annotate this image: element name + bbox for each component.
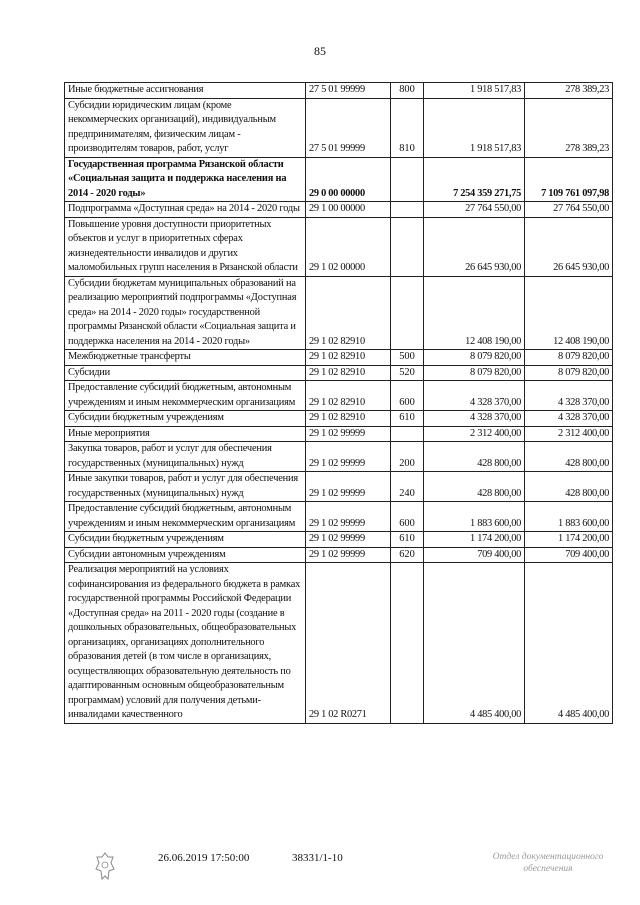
table-row — [65, 365, 613, 381]
row-amount-2: 4 485 400,00 — [525, 563, 613, 724]
row-code: 29 1 02 99999 — [306, 532, 391, 548]
table-row — [65, 276, 613, 350]
row-code: 29 1 02 99999 — [306, 426, 391, 442]
row-expense-type: 610 — [391, 411, 424, 427]
row-amount-2: 8 079 820,00 — [525, 350, 613, 366]
row-amount-2: 278 389,23 — [525, 98, 613, 157]
table-row — [65, 426, 613, 442]
row-name: Иные мероприятия — [65, 426, 306, 442]
table-row — [65, 547, 613, 563]
row-expense-type: 200 — [391, 442, 424, 472]
department-stamp: Отдел документационного обеспечения — [492, 852, 604, 874]
coat-of-arms-icon — [94, 851, 116, 883]
row-expense-type: 520 — [391, 365, 424, 381]
row-expense-type: 610 — [391, 532, 424, 548]
row-name: Субсидии бюджетам муниципальных образований на реализацию мероприятий подпрограммы «Доступная среда» на 2014 - 2020 годы» государственной программы Рязанской области «Социальная защита и поддержка населения на 2014 - 2020 годы» — [65, 276, 306, 350]
row-expense-type: 800 — [391, 83, 424, 99]
row-amount-1: 12 408 190,00 — [424, 276, 525, 350]
row-amount-2: 2 312 400,00 — [525, 426, 613, 442]
row-expense-type: 600 — [391, 381, 424, 411]
row-name: Предоставление субсидий бюджетным, автономным учреждениям и иным некоммерческим организациям — [65, 381, 306, 411]
row-expense-type — [391, 426, 424, 442]
row-expense-type — [391, 563, 424, 724]
row-name: Субсидии юридическим лицам (кроме некоммерческих организаций), индивидуальным предпринимателям, физическим лицам - производителям товаров, работ, услуг — [65, 98, 306, 157]
row-amount-1: 2 312 400,00 — [424, 426, 525, 442]
row-name: Иные закупки товаров, работ и услуг для обеспечения государственных (муниципальных) нужд — [65, 472, 306, 502]
row-expense-type: 620 — [391, 547, 424, 563]
row-amount-1: 27 764 550,00 — [424, 202, 525, 218]
row-name: Субсидии автономным учреждениям — [65, 547, 306, 563]
row-code: 29 1 02 82910 — [306, 411, 391, 427]
row-amount-2: 27 764 550,00 — [525, 202, 613, 218]
row-name: Подпрограмма «Доступная среда» на 2014 - 2020 годы — [65, 202, 306, 218]
row-code: 29 1 02 99999 — [306, 472, 391, 502]
row-amount-2: 428 800,00 — [525, 472, 613, 502]
row-code: 27 5 01 99999 — [306, 83, 391, 99]
row-code: 29 1 02 82910 — [306, 381, 391, 411]
row-name: Закупка товаров, работ и услуг для обеспечения государственных (муниципальных) нужд — [65, 442, 306, 472]
table-row — [65, 202, 613, 218]
page-number: 85 — [314, 44, 326, 58]
row-amount-2: 8 079 820,00 — [525, 365, 613, 381]
budget-table-body — [65, 83, 613, 724]
row-amount-1: 7 254 359 271,75 — [424, 157, 525, 202]
row-expense-type: 600 — [391, 502, 424, 532]
row-expense-type — [391, 217, 424, 276]
row-expense-type: 810 — [391, 98, 424, 157]
row-amount-2: 12 408 190,00 — [525, 276, 613, 350]
footer-datetime: 26.06.2019 17:50:00 — [158, 852, 250, 864]
row-amount-2: 7 109 761 097,98 — [525, 157, 613, 202]
row-amount-1: 428 800,00 — [424, 442, 525, 472]
row-amount-1: 8 079 820,00 — [424, 365, 525, 381]
row-code: 29 1 02 R0271 — [306, 563, 391, 724]
table-row — [65, 563, 613, 724]
row-code: 29 1 02 99999 — [306, 502, 391, 532]
row-amount-1: 4 328 370,00 — [424, 411, 525, 427]
row-amount-1: 1 883 600,00 — [424, 502, 525, 532]
table-row — [65, 83, 613, 99]
budget-table — [64, 82, 613, 724]
row-code: 29 1 02 99999 — [306, 547, 391, 563]
row-amount-2: 428 800,00 — [525, 442, 613, 472]
table-row — [65, 472, 613, 502]
row-amount-2: 709 400,00 — [525, 547, 613, 563]
row-amount-1: 709 400,00 — [424, 547, 525, 563]
footer-document-id: 38331/1-10 — [292, 852, 343, 864]
row-amount-1: 1 918 517,83 — [424, 83, 525, 99]
row-code: 29 1 02 82910 — [306, 365, 391, 381]
row-expense-type: 240 — [391, 472, 424, 502]
table-row — [65, 442, 613, 472]
row-code: 29 1 02 82910 — [306, 350, 391, 366]
row-amount-1: 8 079 820,00 — [424, 350, 525, 366]
row-amount-2: 278 389,23 — [525, 83, 613, 99]
row-code: 29 1 02 99999 — [306, 442, 391, 472]
row-name: Субсидии бюджетным учреждениям — [65, 411, 306, 427]
row-expense-type: 500 — [391, 350, 424, 366]
table-row — [65, 411, 613, 427]
row-amount-2: 4 328 370,00 — [525, 411, 613, 427]
row-amount-2: 26 645 930,00 — [525, 217, 613, 276]
row-amount-2: 4 328 370,00 — [525, 381, 613, 411]
table-row — [65, 502, 613, 532]
table-row — [65, 350, 613, 366]
table-row — [65, 98, 613, 157]
row-name: Государственная программа Рязанской области «Социальная защита и поддержка населения на 2014 - 2020 годы» — [65, 157, 306, 202]
row-name: Иные бюджетные ассигнования — [65, 83, 306, 99]
row-name: Субсидии — [65, 365, 306, 381]
row-code: 29 1 02 00000 — [306, 217, 391, 276]
table-row — [65, 532, 613, 548]
row-name: Субсидии бюджетным учреждениям — [65, 532, 306, 548]
row-name: Реализация мероприятий на условиях софинансирования из федерального бюджета в рамках государственной программы Российской Федерации «Доступная среда» на 2011 - 2020 годы (создание в дошкольных образовательных, общеобразовательных организациях, организациях дополнительного образования детей (в том числе в организациях, осуществляющих образовательную деятельность по адаптированным основным общеобразовательным программам) условий для получения детьми-инвалидами качественного — [65, 563, 306, 724]
row-code: 27 5 01 99999 — [306, 98, 391, 157]
table-row — [65, 217, 613, 276]
page-footer — [0, 851, 640, 891]
table-row — [65, 381, 613, 411]
row-amount-1: 428 800,00 — [424, 472, 525, 502]
row-amount-2: 1 883 600,00 — [525, 502, 613, 532]
table-row — [65, 157, 613, 202]
row-code: 29 1 00 00000 — [306, 202, 391, 218]
row-code: 29 0 00 00000 — [306, 157, 391, 202]
row-amount-1: 4 485 400,00 — [424, 563, 525, 724]
row-amount-1: 1 174 200,00 — [424, 532, 525, 548]
row-code: 29 1 02 82910 — [306, 276, 391, 350]
row-amount-1: 1 918 517,83 — [424, 98, 525, 157]
row-expense-type — [391, 276, 424, 350]
row-name: Повышение уровня доступности приоритетных объектов и услуг в приоритетных сферах жизнедеятельности инвалидов и других маломобильных групп населения в Рязанской области — [65, 217, 306, 276]
row-expense-type — [391, 157, 424, 202]
row-amount-1: 4 328 370,00 — [424, 381, 525, 411]
row-expense-type — [391, 202, 424, 218]
row-name: Предоставление субсидий бюджетным, автономным учреждениям и иным некоммерческим организациям — [65, 502, 306, 532]
row-amount-1: 26 645 930,00 — [424, 217, 525, 276]
row-name: Межбюджетные трансферты — [65, 350, 306, 366]
row-amount-2: 1 174 200,00 — [525, 532, 613, 548]
